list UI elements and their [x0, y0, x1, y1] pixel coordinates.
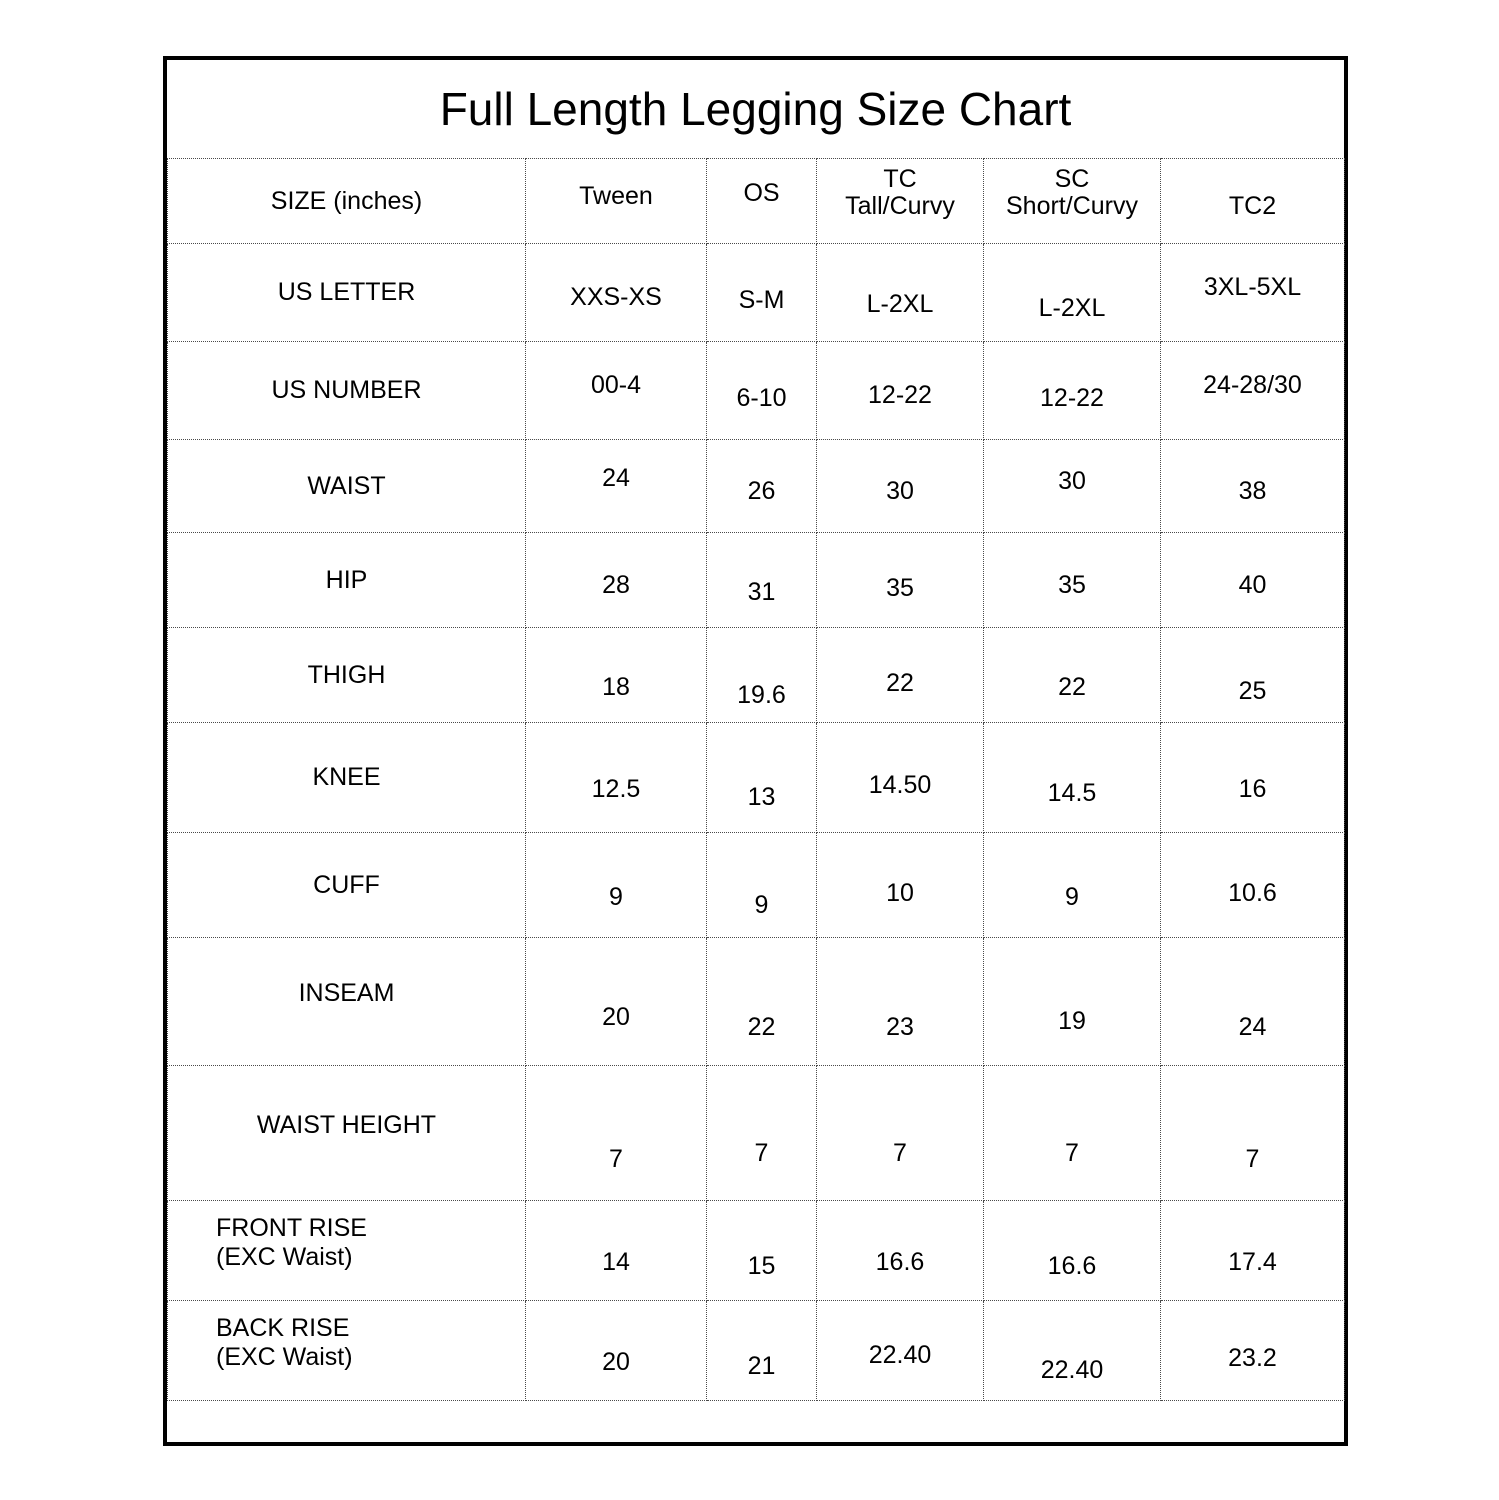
row-label-back-rise-line1: BACK RISE — [216, 1313, 350, 1342]
row-label-waist: WAIST — [168, 440, 526, 533]
cell-knee-tween: 12.5 — [526, 723, 707, 833]
table-row — [168, 1301, 1345, 1401]
cell-hip-tween: 28 — [526, 533, 707, 628]
cell-knee-sc: 14.5 — [984, 723, 1161, 833]
cell-cuff-sc: 9 — [984, 833, 1161, 938]
row-label-waist-height: WAIST HEIGHT — [168, 1066, 526, 1201]
cell-cuff-tc2: 10.6 — [1161, 833, 1345, 938]
column-header-tc — [817, 159, 984, 244]
cell-us-number-sc: 12-22 — [984, 342, 1161, 440]
cell-front-rise-tween: 14 — [526, 1201, 707, 1301]
cell-us-letter-tc: L-2XL — [817, 244, 984, 342]
cell-hip-sc: 35 — [984, 533, 1161, 628]
cell-front-rise-os: 15 — [707, 1201, 817, 1301]
cell-waist-height-tc: 7 — [817, 1066, 984, 1201]
cell-inseam-tc2: 24 — [1161, 938, 1345, 1066]
cell-back-rise-tc: 22.40 — [817, 1301, 984, 1401]
cell-us-number-os: 6-10 — [707, 342, 817, 440]
cell-us-number-tc: 12-22 — [817, 342, 984, 440]
row-label-thigh: THIGH — [168, 628, 526, 723]
cell-us-number-tc2: 24-28/30 — [1161, 342, 1345, 440]
row-label-hip: HIP — [168, 533, 526, 628]
cell-cuff-tc: 10 — [817, 833, 984, 938]
cell-hip-os: 31 — [707, 533, 817, 628]
table-row — [168, 628, 1345, 723]
cell-front-rise-tc: 16.6 — [817, 1201, 984, 1301]
cell-waist-tc2: 38 — [1161, 440, 1345, 533]
column-header-sc-line1: SC — [1054, 164, 1090, 193]
row-label-us-number: US NUMBER — [168, 342, 526, 440]
table-row — [168, 440, 1345, 533]
cell-knee-tc2: 16 — [1161, 723, 1345, 833]
cell-back-rise-os: 21 — [707, 1301, 817, 1401]
cell-front-rise-tc2: 17.4 — [1161, 1201, 1345, 1301]
table-row — [168, 1066, 1345, 1201]
row-label-back-rise — [168, 1301, 526, 1401]
column-header-tc-line1: TC — [883, 164, 917, 193]
cell-inseam-sc: 19 — [984, 938, 1161, 1066]
cell-cuff-os: 9 — [707, 833, 817, 938]
row-label-front-rise-line1: FRONT RISE — [216, 1213, 367, 1242]
cell-inseam-os: 22 — [707, 938, 817, 1066]
column-header-tc2-label: TC2 — [1228, 191, 1277, 220]
cell-us-number-tween: 00-4 — [526, 342, 707, 440]
cell-knee-tc: 14.50 — [817, 723, 984, 833]
cell-us-letter-tween: XXS-XS — [526, 244, 707, 342]
cell-waist-height-tc2: 7 — [1161, 1066, 1345, 1201]
cell-thigh-sc: 22 — [984, 628, 1161, 723]
cell-cuff-tween: 9 — [526, 833, 707, 938]
cell-waist-sc: 30 — [984, 440, 1161, 533]
cell-hip-tc2: 40 — [1161, 533, 1345, 628]
column-header-tween-label: Tween — [579, 181, 653, 210]
table-row — [168, 938, 1345, 1066]
cell-waist-height-os: 7 — [707, 1066, 817, 1201]
cell-waist-height-tween: 7 — [526, 1066, 707, 1201]
column-header-sc — [984, 159, 1161, 244]
cell-inseam-tc: 23 — [817, 938, 984, 1066]
column-header-os-label: OS — [743, 178, 780, 207]
cell-us-letter-os: S-M — [707, 244, 817, 342]
column-header-tc2 — [1161, 159, 1345, 244]
column-header-size: SIZE (inches) — [168, 159, 526, 244]
column-header-tc-line2: Tall/Curvy — [845, 192, 955, 220]
row-label-cuff: CUFF — [168, 833, 526, 938]
cell-front-rise-sc: 16.6 — [984, 1201, 1161, 1301]
table-row — [168, 342, 1345, 440]
cell-back-rise-sc: 22.40 — [984, 1301, 1161, 1401]
page-title: Full Length Legging Size Chart — [439, 83, 1072, 135]
table-row — [168, 533, 1345, 628]
row-label-inseam: INSEAM — [168, 938, 526, 1066]
cell-inseam-tween: 20 — [526, 938, 707, 1066]
row-label-front-rise — [168, 1201, 526, 1301]
table-row — [168, 1201, 1345, 1301]
table-row — [168, 833, 1345, 938]
cell-thigh-tc: 22 — [817, 628, 984, 723]
column-header-tween — [526, 159, 707, 244]
table-header-row — [168, 159, 1345, 244]
size-chart-table — [167, 158, 1345, 1401]
column-header-os — [707, 159, 817, 244]
row-label-front-rise-line2: (EXC Waist) — [216, 1242, 353, 1271]
row-label-knee: KNEE — [168, 723, 526, 833]
cell-hip-tc: 35 — [817, 533, 984, 628]
row-label-back-rise-line2: (EXC Waist) — [216, 1342, 353, 1371]
cell-waist-tween: 24 — [526, 440, 707, 533]
cell-us-letter-tc2: 3XL-5XL — [1161, 244, 1345, 342]
table-row — [168, 244, 1345, 342]
cell-waist-tc: 30 — [817, 440, 984, 533]
cell-waist-height-sc: 7 — [984, 1066, 1161, 1201]
cell-thigh-tc2: 25 — [1161, 628, 1345, 723]
row-label-us-letter: US LETTER — [168, 244, 526, 342]
size-chart-container — [163, 56, 1348, 1446]
cell-waist-os: 26 — [707, 440, 817, 533]
cell-back-rise-tc2: 23.2 — [1161, 1301, 1345, 1401]
column-header-sc-line2: Short/Curvy — [1006, 192, 1138, 220]
cell-knee-os: 13 — [707, 723, 817, 833]
table-row — [168, 723, 1345, 833]
cell-us-letter-sc: L-2XL — [984, 244, 1161, 342]
cell-thigh-tween: 18 — [526, 628, 707, 723]
cell-back-rise-tween: 20 — [526, 1301, 707, 1401]
cell-thigh-os: 19.6 — [707, 628, 817, 723]
